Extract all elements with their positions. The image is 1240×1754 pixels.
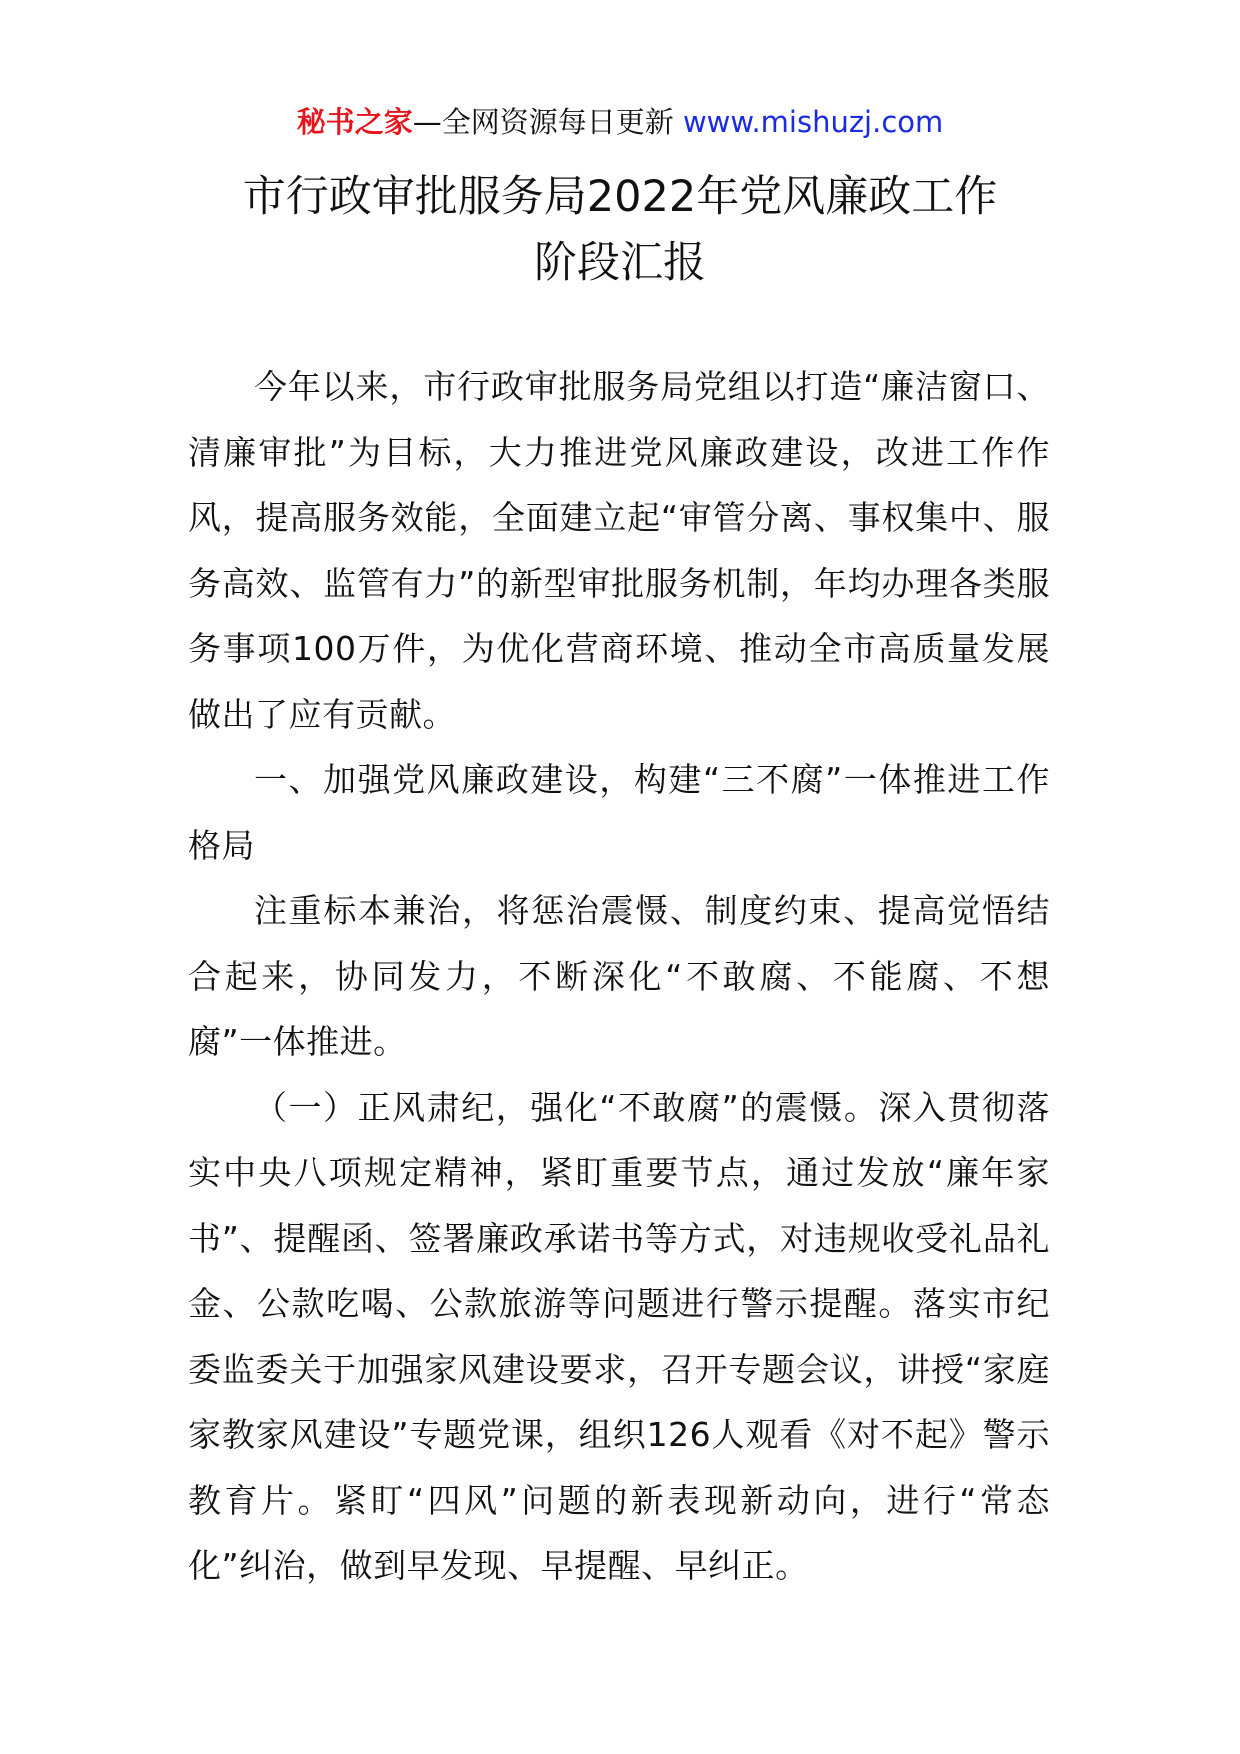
brand-name: 秘书之家 xyxy=(296,105,413,139)
title-line-2: 阶段汇报 xyxy=(534,238,706,288)
section-heading-1: 一、加强党风廉政建设，构建“三不腐”一体推进工作格局 xyxy=(188,760,1050,865)
header-tagline: —全网资源每日更新 xyxy=(412,105,683,139)
document-title xyxy=(0,164,1240,296)
intro-paragraph: 今年以来，市行政审批服务局党组以打造“廉洁窗口、清廉审批”为目标，大力推进党风廉政建设，改进工作作风，提高服务效能，全面建立起“审管分离、事权集中、服务高效、监管有力”的新型审批服务机制，年均办理各类服务事项100万件，为优化营商环境、推动全市高质量发展做出了应有贡献。 xyxy=(188,367,1050,734)
title-line-1: 市行政审批服务局2022年党风廉政工作 xyxy=(242,172,998,222)
section-summary-paragraph: 注重标本兼治，将惩治震慑、制度约束、提高觉悟结合起来，协同发力，不断深化“不敢腐、不能腐、不想腐”一体推进。 xyxy=(188,891,1050,1061)
site-header xyxy=(0,102,1240,142)
document-body xyxy=(188,354,1050,1599)
website-link[interactable]: www.mishuzj.com xyxy=(682,105,944,139)
subsection-paragraph-1: （一）正风肃纪，强化“不敢腐”的震慑。深入贯彻落实中央八项规定精神，紧盯重要节点，通过发放“廉年家书”、提醒函、签署廉政承诺书等方式，对违规收受礼品礼金、公款吃喝、公款旅游等问题进行警示提醒。落实市纪委监委关于加强家风建设要求，召开专题会议，讲授“家庭家教家风建设”专题党课，组织126人观看《对不起》警示教育片。紧盯“四风”问题的新表现新动向，进行“常态化”纠治，做到早发现、早提醒、早纠正。 xyxy=(188,1087,1050,1585)
